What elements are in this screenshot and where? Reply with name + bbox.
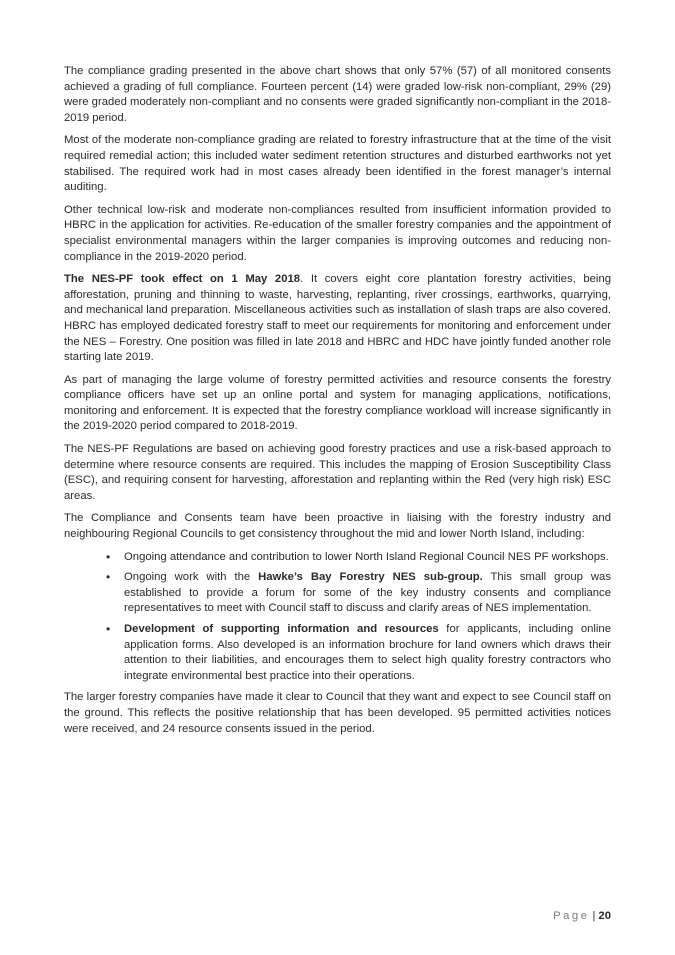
- nes-pf-heading: The NES-PF took effect on 1 May 2018: [64, 273, 301, 286]
- paragraph-larger-companies: The larger forestry companies have made it clear to Council that they want and expect to see Council staff on the ground. This reflects the positive relationship that has been developed. 95 permitted activities notices were received, and 24 resource consents issued in the period.: [64, 691, 611, 735]
- paragraph-regulations: The NES-PF Regulations are based on achieving good forestry practices and use a risk-based approach to determine where resource consents are required. This includes the mapping of Erosion Susceptibility Class (ESC), and requiring consent for harvesting, afforestation and replanting within the Red (very high risk) ESC areas.: [64, 443, 611, 502]
- bullet-list: [64, 550, 611, 685]
- list-item-bold: Development of supporting information and resources: [124, 623, 439, 635]
- bullet-icon: •: [106, 570, 111, 585]
- bullet-icon: •: [106, 622, 111, 636]
- page-footer: [553, 910, 611, 922]
- paragraph-compliance-grading: The compliance grading presented in the above chart shows that only 57% (57) of all monitored consents achieved a grading of full compliance. Fourteen percent (14) were graded low-risk non-compliant, 29% (29) were graded moderately non-compliant and no consents were graded significantly non-compliant in the 2018-2019 period.: [64, 65, 611, 124]
- nes-pf-text: . It covers eight core plantation forestry activities, being afforestation, pruning and thinning to waste, harvesting, replanting, river crossings, earthworks, quarrying, and mechanical land preparation. Miscellaneous activities such as installation of slash traps are also covered. HBRC has employed dedicated forestry staff to meet our requirements for monitoring and enforcement under the NES – Forestry. One position was filled in late 2018 and HBRC and HDC have jointly funded another role starting late 2019.: [64, 273, 612, 364]
- list-item: [64, 570, 611, 617]
- list-item-text-post: This small group was established to provide a forum for some of the key industry consents and compliance representatives to meet with Council staff to discuss and clarify areas of NES implementation.: [124, 571, 611, 615]
- paragraph-nes-pf: [64, 272, 611, 366]
- bullet-icon: •: [106, 549, 111, 564]
- document-body: [64, 64, 611, 744]
- page-label: Page: [553, 910, 590, 922]
- list-item-bold: Hawke’s Bay Forestry NES sub-group.: [258, 571, 483, 584]
- paragraph-online-portal: As part of managing the large volume of forestry permitted activities and resource consents the forestry compliance officers have set up an online portal and system for managing applications, notifications, monitoring and enforcement. It is expected that the forestry compliance workload will increase significantly in the 2019-2020 period compared to 2018-2019.: [64, 373, 611, 433]
- list-item-text-pre: Ongoing work with the: [124, 571, 259, 584]
- page-separator: |: [592, 910, 596, 922]
- paragraph-low-risk: Other technical low-risk and moderate non-compliances resulted from insufficient information provided to HBRC in the application for activities. Re-education of the smaller forestry companies and the appointment of specialist environmental managers within the larger companies is improving outcomes and reducing non-compliance in the 2019-2020 period.: [64, 203, 611, 263]
- paragraph-liaising: The Compliance and Consents team have been proactive in liaising with the forestry industry and neighbouring Regional Councils to get consistency throughout the mid and lower North Island, including:: [64, 512, 611, 541]
- list-item-text-post: for applicants, including online application forms. Also developed is an information brochure for land owners which draws their attention to their liabilities, and encourages them to select high quality forestry contractors who integrate environmental best practice into their operations.: [124, 623, 611, 682]
- list-item: [64, 622, 611, 684]
- paragraph-moderate-noncompliance: Most of the moderate non-compliance grading are related to forestry infrastructure that at the time of the visit required remedial action; this included water sediment retention structures and disturbed earthworks not yet stabilised. The required work had in most cases already been identified in the forest manager’s internal auditing.: [64, 134, 611, 194]
- list-item: [64, 550, 611, 566]
- page-number: 20: [598, 910, 611, 922]
- list-item-text: Ongoing attendance and contribution to lower North Island Regional Council NES PF workshops.: [124, 550, 609, 563]
